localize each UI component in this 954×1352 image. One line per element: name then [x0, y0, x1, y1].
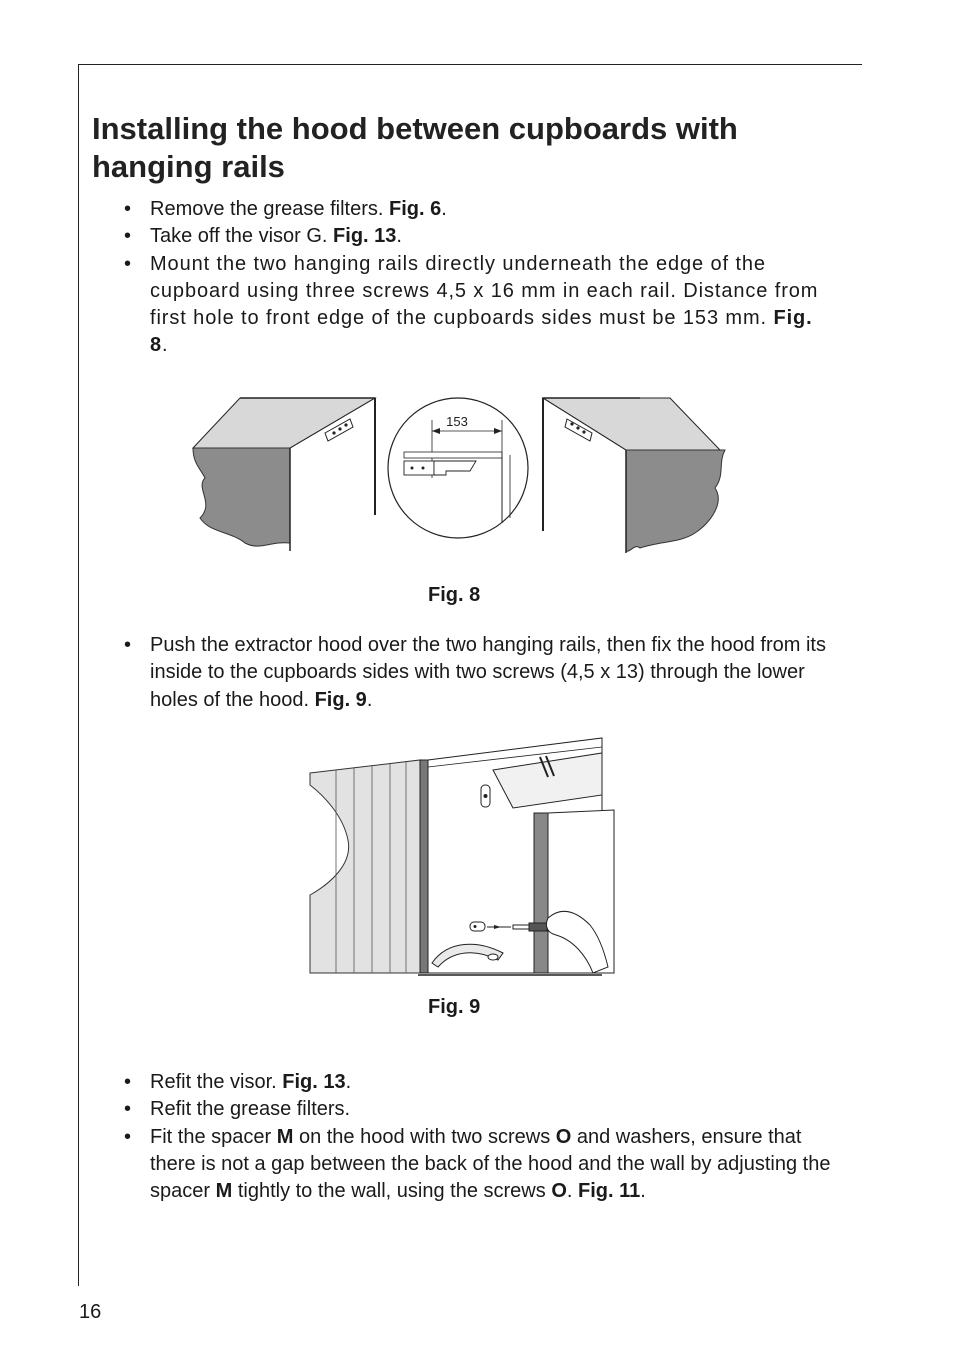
list-item: • Mount the two hanging rails directly underneath the edge of the cupboard using three screws 4,5 x 16 mm in each rail. Distance from first hole to front edge of the cupboards sides must be 153 mm. Fig. 8. [124, 251, 834, 360]
fig9-illustration [308, 735, 618, 980]
right-cupboard [543, 398, 725, 553]
page-title: Installing the hood between cupboards with hanging rails [92, 111, 738, 184]
side-cupboard [310, 760, 420, 973]
list-item: • Refit the grease filters. [124, 1096, 834, 1123]
list-item: • Remove the grease filters. Fig. 6. [124, 196, 834, 223]
step-list-2 [124, 632, 834, 714]
dimension-label: 153 [446, 414, 468, 429]
list-item: • Fit the spacer M on the hood with two screws O and washers, ensure that there is not a gap between the back of the hood and the wall by adjusting the spacer M tightly to the wall, using the screws O. Fig. 11. [124, 1124, 834, 1206]
list-item: • Take off the visor G. Fig. 13. [124, 223, 834, 250]
page-frame-top [79, 64, 862, 65]
page-frame-left [78, 64, 79, 1286]
list-item: • Push the extractor hood over the two hanging rails, then fix the hood from its inside to the cupboards sides with two screws (4,5 x 13) through the lower holes of the hood. Fig. 9. [124, 632, 834, 714]
fig8-illustration [190, 393, 730, 563]
step-list-1 [124, 196, 834, 360]
list-item: • Refit the visor. Fig. 13. [124, 1069, 834, 1096]
left-cupboard [193, 398, 375, 551]
fig9-caption: Fig. 9 [428, 996, 481, 1018]
step-list-3 [124, 1069, 834, 1205]
page-number: 16 [79, 1301, 102, 1323]
fig8-caption: Fig. 8 [428, 584, 481, 606]
